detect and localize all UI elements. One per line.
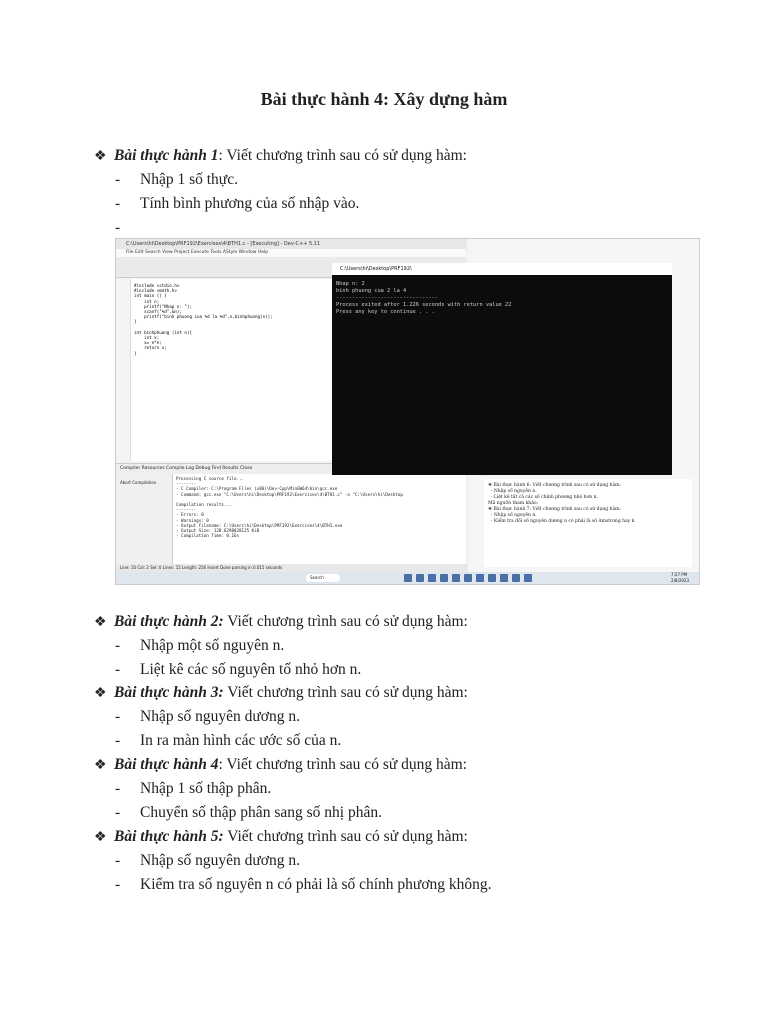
word-page: ❖ Bài thực hành 6: Viết chương trình sau có sử dụng hàm: - Nhập số nguyên n. - Liệt kê tất cả các số chính phương nhỏ hơn n. Mã nguồn tham khảo: ❖ Bài thực hành 7: Viết chương trình sau có sử dụng hàm: - Nhập số nguyên n. - Kiểm tra đối số nguyên dương n có phải là số Amstrong hay k — [484, 479, 692, 567]
console-title: C:\Users\hi\Desktop\PRF192\ — [332, 263, 672, 275]
diamond-bullet-icon: ❖ — [94, 615, 107, 630]
ide-status-bar: Line: 10 Col: 2 Sel: 0 Lines: 15 Length: 256 Insert Done parsing in 0.015 seconds — [116, 564, 470, 572]
list-item: - — [115, 219, 121, 236]
list-item: - Liệt kê các số nguyên tố nhỏ hơn n. — [115, 661, 362, 678]
compile-log-text: Processing C source file... -------- - C Compiler: C:\Program Files (x86)\Dev-Cpp\MinGW64\bin\gcc.exe - Command: gcc.exe "C:\Users\hi\Desktop\PRF192\Exercises\4\BTH1.c" -o "C:\Users\hi\Desktop Compilation results... -------- - Errors: 0 - Warnings: 0 - Output Filename: C:\Users\hi\Desktop\PRF192\Exercises\4\BTH1.exe - Output Size: 128.6298828125 KiB - Compilation Time: 0.16s — [176, 476, 403, 539]
list-item: - Nhập số nguyên dương n. — [115, 708, 300, 725]
taskbar-icons — [404, 574, 536, 585]
compile-log-side: Abort Compilation — [116, 474, 173, 564]
list-item: - Nhập 1 số thập phân. — [115, 780, 272, 797]
source-code: #include <stdio.h> #include <math.h> int main () { int n; printf("Nhap n: "); scanf("%d",&n); printf("binh phuong cua %d la %d",n,binhphuong(n)); } int binhphuong (int n){ int x; x= n*n; return x; } — [134, 283, 273, 356]
line-gutter — [116, 279, 131, 461]
exercise-text: Viết chương trình sau có sử dụng hàm: — [222, 147, 467, 164]
list-item: - Tính bình phương của số nhập vào. — [115, 195, 360, 212]
list-item: - In ra màn hình các ước số của n. — [115, 732, 342, 749]
ide-menu: File Edit Search View Project Execute Tools AStyle Window Help — [116, 249, 466, 257]
list-item: - Nhập số nguyên dương n. — [115, 852, 300, 869]
diamond-bullet-icon: ❖ — [94, 830, 107, 845]
diamond-bullet-icon: ❖ — [94, 686, 107, 701]
embedded-screenshot — [115, 238, 700, 585]
exercise-5-heading: ❖ Bài thực hành 5: Viết chương trình sau có sử dụng hàm: — [94, 828, 468, 845]
list-item: - Chuyển số thập phân sang số nhị phân. — [115, 804, 382, 821]
diamond-bullet-icon: ❖ — [94, 149, 107, 164]
list-item: - Nhập một số nguyên n. — [115, 637, 285, 654]
compile-log — [116, 474, 466, 564]
taskbar-clock: 7:27 PM 2/8/2023 — [671, 572, 689, 583]
exercise-2-heading: ❖ Bài thực hành 2: Viết chương trình sau có sử dụng hàm: — [94, 613, 468, 630]
taskbar-search: Search — [306, 574, 340, 582]
exercise-1-heading: ❖ Bài thực hành 1: Viết chương trình sau có sử dụng hàm: — [94, 147, 467, 164]
exercise-4-heading: ❖ Bài thực hành 4: Viết chương trình sau có sử dụng hàm: — [94, 756, 467, 773]
page-title: Bài thực hành 4: Xây dựng hàm — [260, 89, 508, 109]
ide-title: C:\Users\hi\Desktop\PRF192\Exercises\4\BTH1.c - [Executing] - Dev-C++ 5.11 — [116, 239, 466, 249]
console-window — [332, 263, 672, 475]
console-output: Nhap n: 2 binh phuong cua 2 la 4 -------------------------------- Process exited after 1.226 seconds with return value 22 Press any key to continue . . . — [336, 281, 512, 315]
list-item: - Kiểm tra số nguyên n có phải là số chính phương không. — [115, 876, 492, 893]
taskbar — [116, 572, 699, 584]
diamond-bullet-icon: ❖ — [94, 758, 107, 773]
exercise-label: Bài thực hành 1 — [114, 147, 219, 164]
list-item: - Nhập 1 số thực. — [115, 171, 238, 188]
exercise-3-heading: ❖ Bài thực hành 3: Viết chương trình sau có sử dụng hàm: — [94, 684, 468, 701]
ide-bottom-tabs: Compiler Resources Compile Log Debug Find Results Close — [116, 463, 470, 474]
